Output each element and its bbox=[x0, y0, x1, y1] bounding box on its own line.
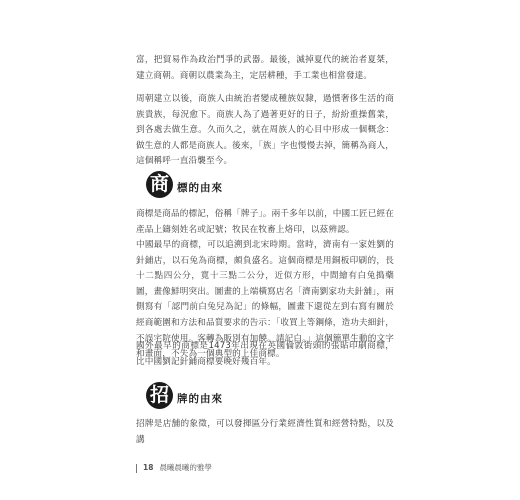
page-number: 18 bbox=[143, 463, 154, 472]
paragraph-5: 國外最早的商標是1473年出現在英國倫敦街頭的張貼印刷商標，比中國劉記針鋪商標要晚好幾百年。 bbox=[136, 341, 394, 367]
paragraph-3: 商標是商品的標記，俗稱「牌子」。兩千多年以前，中國工匠已經在產品上鑄刻姓名或記號；牧民在牧畜上烙印，以茲辨認。 bbox=[136, 209, 395, 235]
paragraph-1: 富，把貿易作為政治鬥爭的武器。最後，滅掉夏代的統治者夏桀，建立商朝。商朝以農業為主，定居耕種，手工業也相當發達。 bbox=[136, 55, 394, 81]
page-footer bbox=[136, 461, 212, 475]
section-heading-text: 標的由來 bbox=[177, 182, 223, 194]
paragraph-6: 招牌是店舗的象徵，可以發揮區分行業經濟性質和經營特點，以及講 bbox=[136, 419, 394, 445]
section-initial-badge: 招 bbox=[146, 382, 173, 409]
footer-divider bbox=[136, 464, 137, 473]
paragraph-2: 周朝建立以後，商族人由統治者變成種族奴隸，過慣奢侈生活的商族貴族，每況愈下。商族人為了過著更好的日子，紛紛重操舊業，到各處去做生意。久而久之，就在周族人的心目中形成一個概念：做生意的人都是商族人。後來，「族」字也慢慢去掉，簡稱為商人，這個稱呼一直沿襲至今。 bbox=[136, 94, 395, 167]
section-heading-text: 牌的由來 bbox=[177, 393, 223, 405]
paragraph-4: 中國最早的商標，可以追溯到北宋時期。當時，濟南有一家姓劉的針鋪店，以石兔為商標，頗負盛名。這個商標是用銅板印刷的，長十二點四公分，寬十三點二公分，近似方形，中間繪有白兔搗藥圖，畫像鮮明突出。圖畫的上端橫寫店名「濟南劉家功夫針舖」，兩側寫有「認門前白兔兒為記」的條幅，圖畫下還從左到右寫有關於經商範圍和方法和品質要求的告示：「收買上等鋼條，造功夫細針，不誤宅院使用。客轉為販別有加饒。請記白。」這個簡單生動的文字和畫面，不失為一個典型的上佳商標。 bbox=[136, 240, 395, 360]
book-title: 晨曦晨曦的雅學 bbox=[159, 463, 212, 472]
section-initial-badge: 商 bbox=[146, 171, 173, 198]
